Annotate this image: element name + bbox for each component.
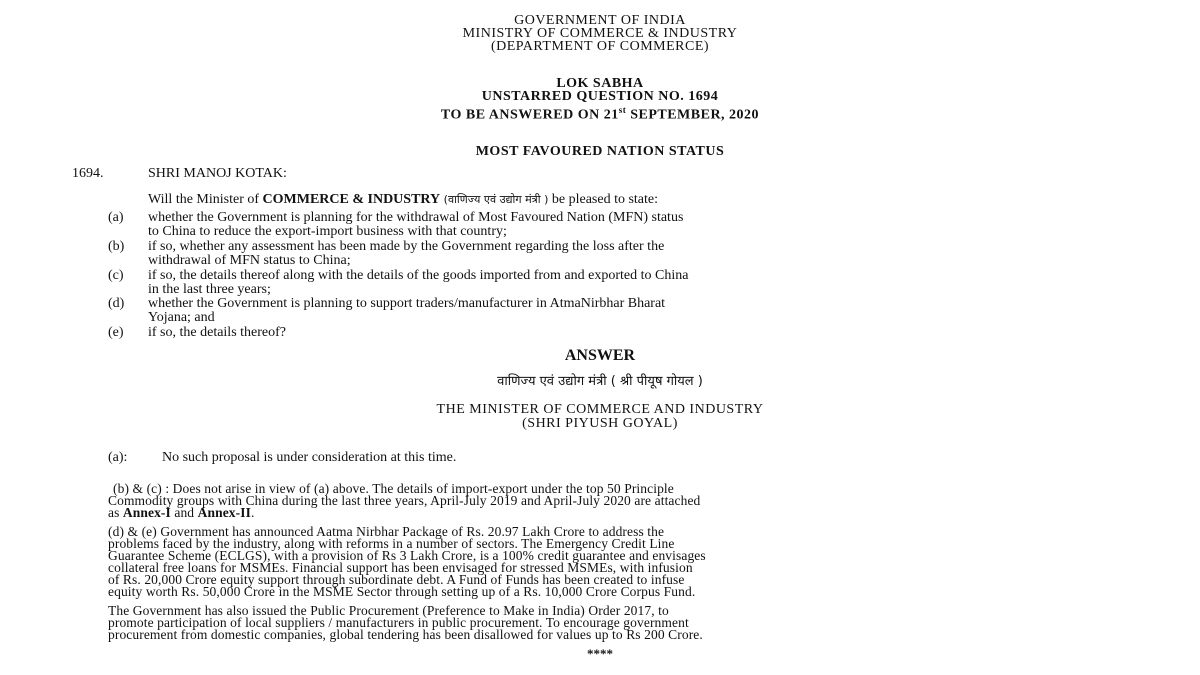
part-a-label: (a) <box>108 210 124 225</box>
answer-date-suffix: SEPTEMBER, 2020 <box>626 107 760 123</box>
minister-title: THE MINISTER OF COMMERCE AND INDUSTRY <box>436 402 764 417</box>
answer-ppo-line3: procurement from domestic companies, global tendering has been disallowed for values up to Rs 200 Crore. <box>108 627 703 642</box>
part-b-line2: withdrawal of MFN status to China; <box>148 253 351 268</box>
part-b-label: (b) <box>108 239 125 254</box>
part-a-line1: whether the Government is planning for the withdrawal of Most Favoured Nation (MFN) status <box>148 210 684 225</box>
answer-ppo-line2: promote participation of local suppliers / manufacturers in public procurement. To encourage government <box>108 615 689 630</box>
part-b-line1: if so, whether any assessment has been made by the Government regarding the loss after the <box>148 239 665 254</box>
intro-suffix: be pleased to state: <box>548 192 659 207</box>
answer-bc-line1: (b) & (c) : Does not arise in view of (a) above. The details of import-export under the top 50 Principle <box>113 481 674 496</box>
member-name: SHRI MANOJ KOTAK: <box>148 166 287 181</box>
answer-de-line3: Guarantee Scheme (ECLGS), with a provision of Rs 3 Lakh Crore, is a 100% credit guarantee and envisages <box>108 548 706 563</box>
answer-de-line1: (d) & (e) Government has announced Aatma Nirbhar Package of Rs. 20.97 Lakh Crore to address the <box>108 524 665 539</box>
annex-2-link: Annex-II <box>197 505 251 520</box>
part-c-line2: in the last three years; <box>148 282 271 297</box>
header-government: GOVERNMENT OF INDIA <box>514 13 686 28</box>
annex-suffix: . <box>250 505 255 520</box>
annex-mid: and <box>170 505 198 520</box>
answer-date-sup: st <box>618 105 627 115</box>
part-d-label: (d) <box>108 296 125 311</box>
answer-ppo-line1: The Government has also issued the Public Procurement (Preference to Make in India) Order 2017, to <box>108 603 669 618</box>
answer-date <box>0 103 1200 123</box>
house-name: LOK SABHA <box>556 76 644 91</box>
intro-prefix: Will the Minister of <box>148 192 263 207</box>
answer-heading: ANSWER <box>564 347 636 364</box>
intro-ministry: COMMERCE & INDUSTRY <box>262 192 441 207</box>
part-c-label: (c) <box>108 268 124 283</box>
part-e-label: (e) <box>108 325 124 340</box>
answer-date-prefix: TO BE ANSWERED ON 21 <box>440 107 619 123</box>
end-marker: **** <box>587 646 613 661</box>
part-e-line1: if so, the details thereof? <box>148 325 287 340</box>
hindi-minister-name: वाणिज्य एवं उद्योग मंत्री ( श्री पीयूष गोयल ) <box>497 374 703 389</box>
answer-bc-line2: Commodity groups with China during the last three years, April-July 2019 and April-July 2020 are attached <box>108 493 701 508</box>
answer-de-line5: of Rs. 20,000 Crore equity support through subordinate debt. A Fund of Funds has been created to infuse <box>108 572 685 587</box>
minister-name: (SHRI PIYUSH GOYAL) <box>522 416 678 431</box>
subject-title: MOST FAVOURED NATION STATUS <box>475 144 725 159</box>
intro-hindi: (वाणिज्य एवं उद्योग मंत्री ) <box>443 193 549 206</box>
header-ministry: MINISTRY OF COMMERCE & INDUSTRY <box>462 26 738 41</box>
answer-de-line2: problems faced by the industry, along with reforms in a number of sectors. The Emergency Credit Line <box>108 536 675 551</box>
answer-a-label: (a): <box>108 450 128 465</box>
answer-bc-line3 <box>108 506 254 519</box>
part-c-line1: if so, the details thereof along with the details of the goods imported from and exported to China <box>148 268 689 283</box>
annex-prefix: as <box>108 505 123 520</box>
answer-a-text: No such proposal is under consideration at this time. <box>162 450 457 465</box>
header-department: (DEPARTMENT OF COMMERCE) <box>490 39 710 54</box>
part-a-line2: to China to reduce the export-import business with that country; <box>148 224 507 239</box>
answer-de-line6: equity worth Rs. 50,000 Crore in the MSME Sector through setting up of a Rs. 10,000 Crore Corpus Fund. <box>108 584 696 599</box>
question-number-label: 1694. <box>72 166 104 181</box>
question-intro <box>148 193 658 207</box>
part-d-line1: whether the Government is planning to support traders/manufacturer in AtmaNirbhar Bharat <box>148 296 666 311</box>
part-d-line2: Yojana; and <box>148 310 215 325</box>
annex-1-link: Annex-I <box>122 505 171 520</box>
answer-de-line4: collateral free loans for MSMEs. Financial support has been envisaged for stressed MSMEs, with infusion <box>108 560 693 575</box>
question-number: UNSTARRED QUESTION NO. 1694 <box>481 89 719 104</box>
